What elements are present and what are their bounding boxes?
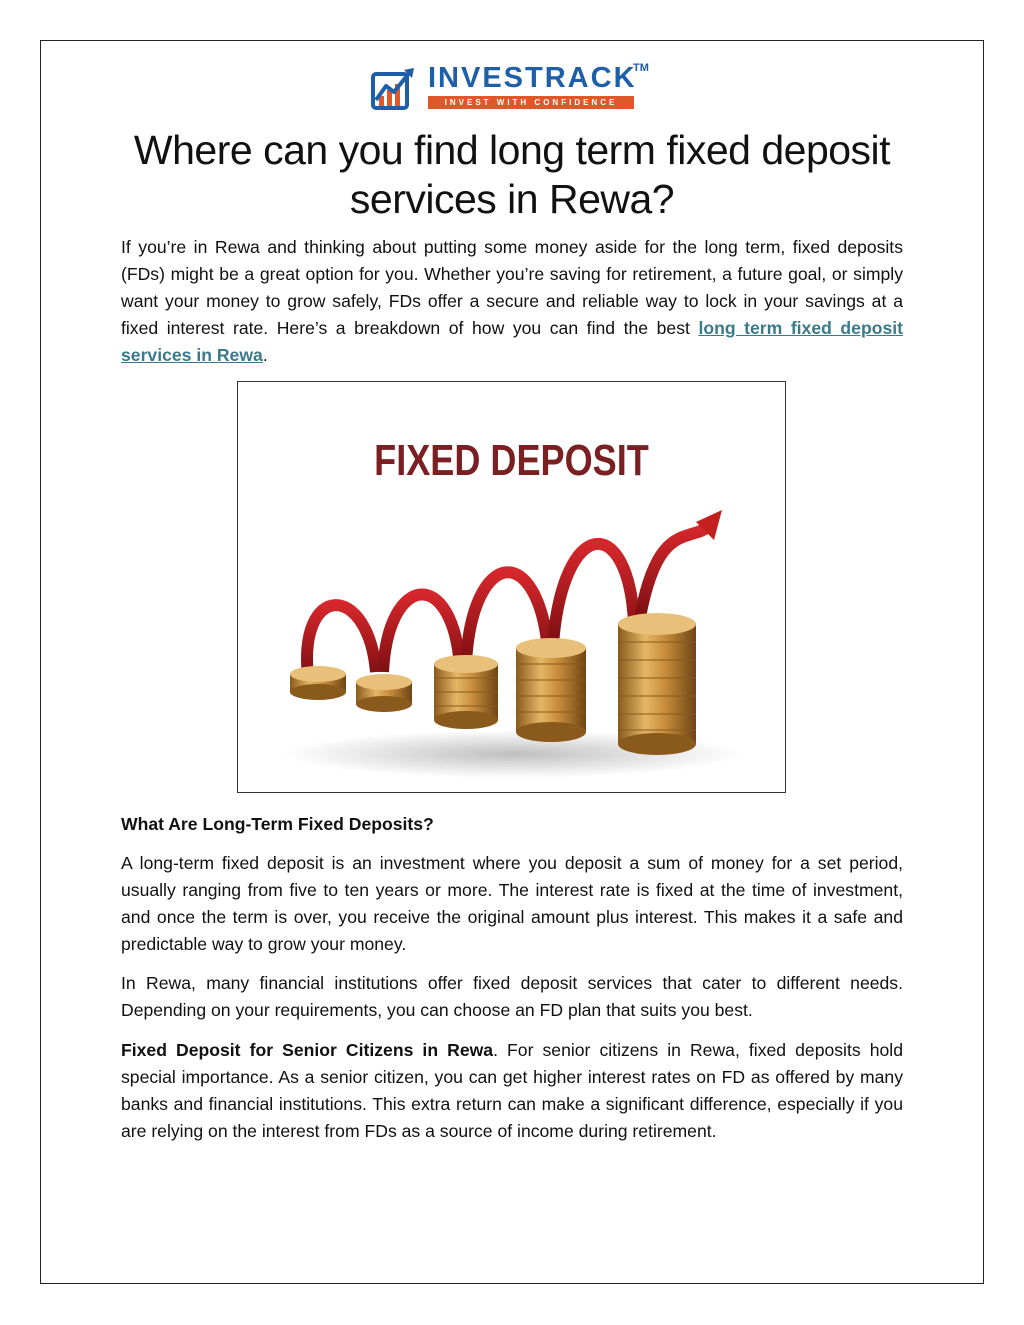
paragraph-long-term-fd: A long-term fixed deposit is an investment where you deposit a sum of money for a set period, usually ranging from five to ten years or more. The interest rate is fixed at the time of investment, and once the term is over, you receive the original amount plus interest. This makes it a safe and predictable way to grow your money. (121, 853, 903, 954)
senior-citizens-text: . For senior citizens in Rewa, fixed deposits hold special importance. As a senior citizen, you can get higher interest rates on FD as offered by many banks and financial institutions. This extra return can make a significant difference, especially if you are relying on the interest from FDs as a source of income during retirement. (121, 1040, 903, 1141)
page-title: Where can you find long term fixed deposit services in Rewa? (133, 127, 891, 222)
brand-logo (370, 62, 660, 118)
senior-citizens-lead: Fixed Deposit for Senior Citizens in Rewa (121, 1040, 494, 1060)
image-heading: FIXED DEPOSIT (374, 436, 649, 485)
intro-text: If you’re in Rewa and thinking about putting some money aside for the long term, fixed deposits (FDs) might be a great option for you. Whether you’re saving for retirement, a future goal, or simply want your money to grow safely, FDs offer a secure and reliable way to lock in your savings at a fixed interest rate. Here’s a breakdown of how you can find the best (121, 237, 903, 338)
paragraph-rewa-institutions: In Rewa, many financial institutions offer fixed deposit services that cater to different needs. Depending on your requirements, you can choose an FD plan that suits you best. (121, 973, 903, 1020)
paragraph-senior-citizens (121, 1037, 903, 1145)
trademark-mark: TM (633, 62, 649, 74)
fixed-deposit-image (237, 381, 786, 793)
brand-name: INVESTRACK (428, 62, 637, 94)
section-heading: What Are Long-Term Fixed Deposits? (121, 814, 434, 834)
growth-chart-icon (370, 66, 416, 112)
fixed-deposit-services-link[interactable]: long term fixed deposit services in Rewa (121, 318, 903, 365)
intro-text-end: . (262, 345, 268, 365)
coin-stacks-rising-arrow-icon (238, 382, 785, 792)
brand-tagline: INVEST WITH CONFIDENCE (428, 96, 634, 109)
intro-paragraph (121, 234, 903, 369)
